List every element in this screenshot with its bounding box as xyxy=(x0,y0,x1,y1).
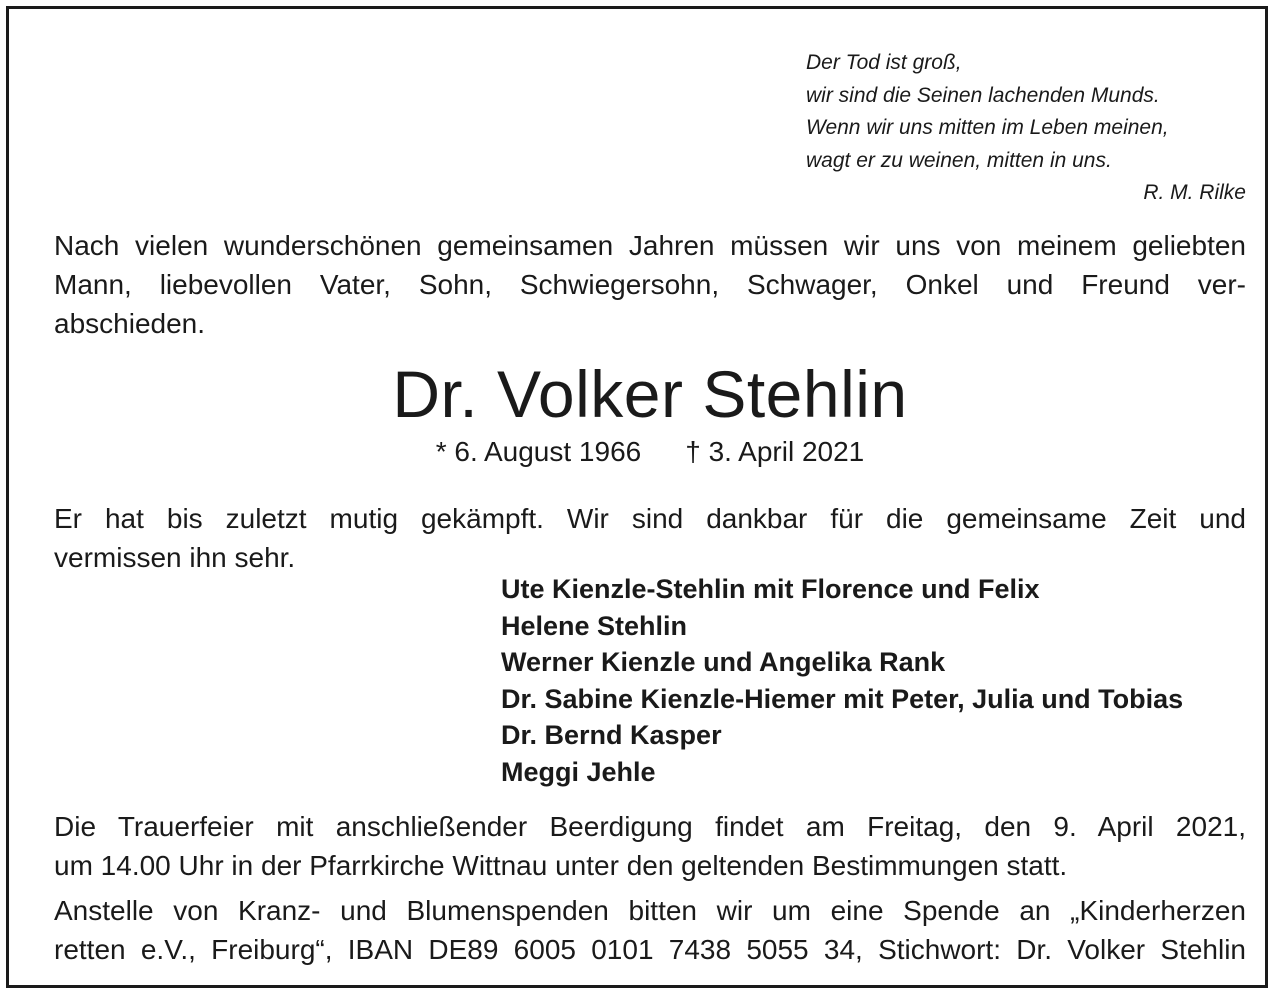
rilke-poem xyxy=(806,47,1246,210)
donation-line: Anstelle von Kranz- und Blumenspenden bitten wir um eine Spende an „Kinderherzen xyxy=(54,895,1246,926)
mourners-list xyxy=(501,571,1183,790)
tribute-line: Er hat bis zuletzt mutig gekämpft. Wir sind dankbar für die gemeinsame Zeit und xyxy=(54,503,1246,534)
mourner-name: Dr. Sabine Kienzle-Hiemer mit Peter, Julia und Tobias xyxy=(501,683,1184,714)
poem-line: wir sind die Seinen lachenden Munds. xyxy=(806,83,1160,107)
intro-line: Nach vielen wunderschönen gemeinsamen Jahren müssen wir uns von meinem geliebten xyxy=(54,230,1246,261)
intro-paragraph xyxy=(54,226,1246,343)
poem-line: Wenn wir uns mitten im Leben meinen, xyxy=(806,116,1169,139)
tribute-paragraph xyxy=(54,499,1246,577)
mourner-name: Ute Kienzle-Stehlin mit Florence und Felix xyxy=(501,574,1040,604)
poem-line: Der Tod ist groß, xyxy=(806,51,962,74)
deceased-name: Dr. Volker Stehlin xyxy=(392,357,908,431)
tribute-line: vermissen ihn sehr. xyxy=(54,542,296,573)
funeral-line: Die Trauerfeier mit anschließender Beerdigung findet am Freitag, den 9. April 2021, xyxy=(54,811,1246,842)
intro-line: abschieden. xyxy=(54,308,206,339)
life-dates xyxy=(54,432,1246,472)
mourner-name: Dr. Bernd Kasper xyxy=(501,720,722,750)
donation-paragraph xyxy=(54,891,1246,969)
mourner-name: Werner Kienzle und Angelika Rank xyxy=(501,647,946,677)
funeral-info-paragraph xyxy=(54,807,1246,885)
funeral-line: um 14.00 Uhr in der Pfarrkirche Wittnau unter den geltenden Bestimmungen statt. xyxy=(54,850,1068,881)
birth-date: * 6. August 1966 xyxy=(435,436,642,467)
poem-author: R. M. Rilke xyxy=(1143,181,1246,204)
obituary-frame xyxy=(6,6,1268,988)
poem-line: wagt er zu weinen, mitten in uns. xyxy=(806,148,1112,172)
death-date: † 3. April 2021 xyxy=(685,436,865,467)
intro-line: Mann, liebevollen Vater, Sohn, Schwiegersohn, Schwager, Onkel und Freund ver- xyxy=(54,269,1246,300)
donation-line: retten e.V., Freiburg“, IBAN DE89 6005 0101 7438 5055 34, Stichwort: Dr. Volker Stehlin xyxy=(54,934,1246,965)
mourner-name: Meggi Jehle xyxy=(501,756,656,787)
mourner-name: Helene Stehlin xyxy=(501,610,688,641)
